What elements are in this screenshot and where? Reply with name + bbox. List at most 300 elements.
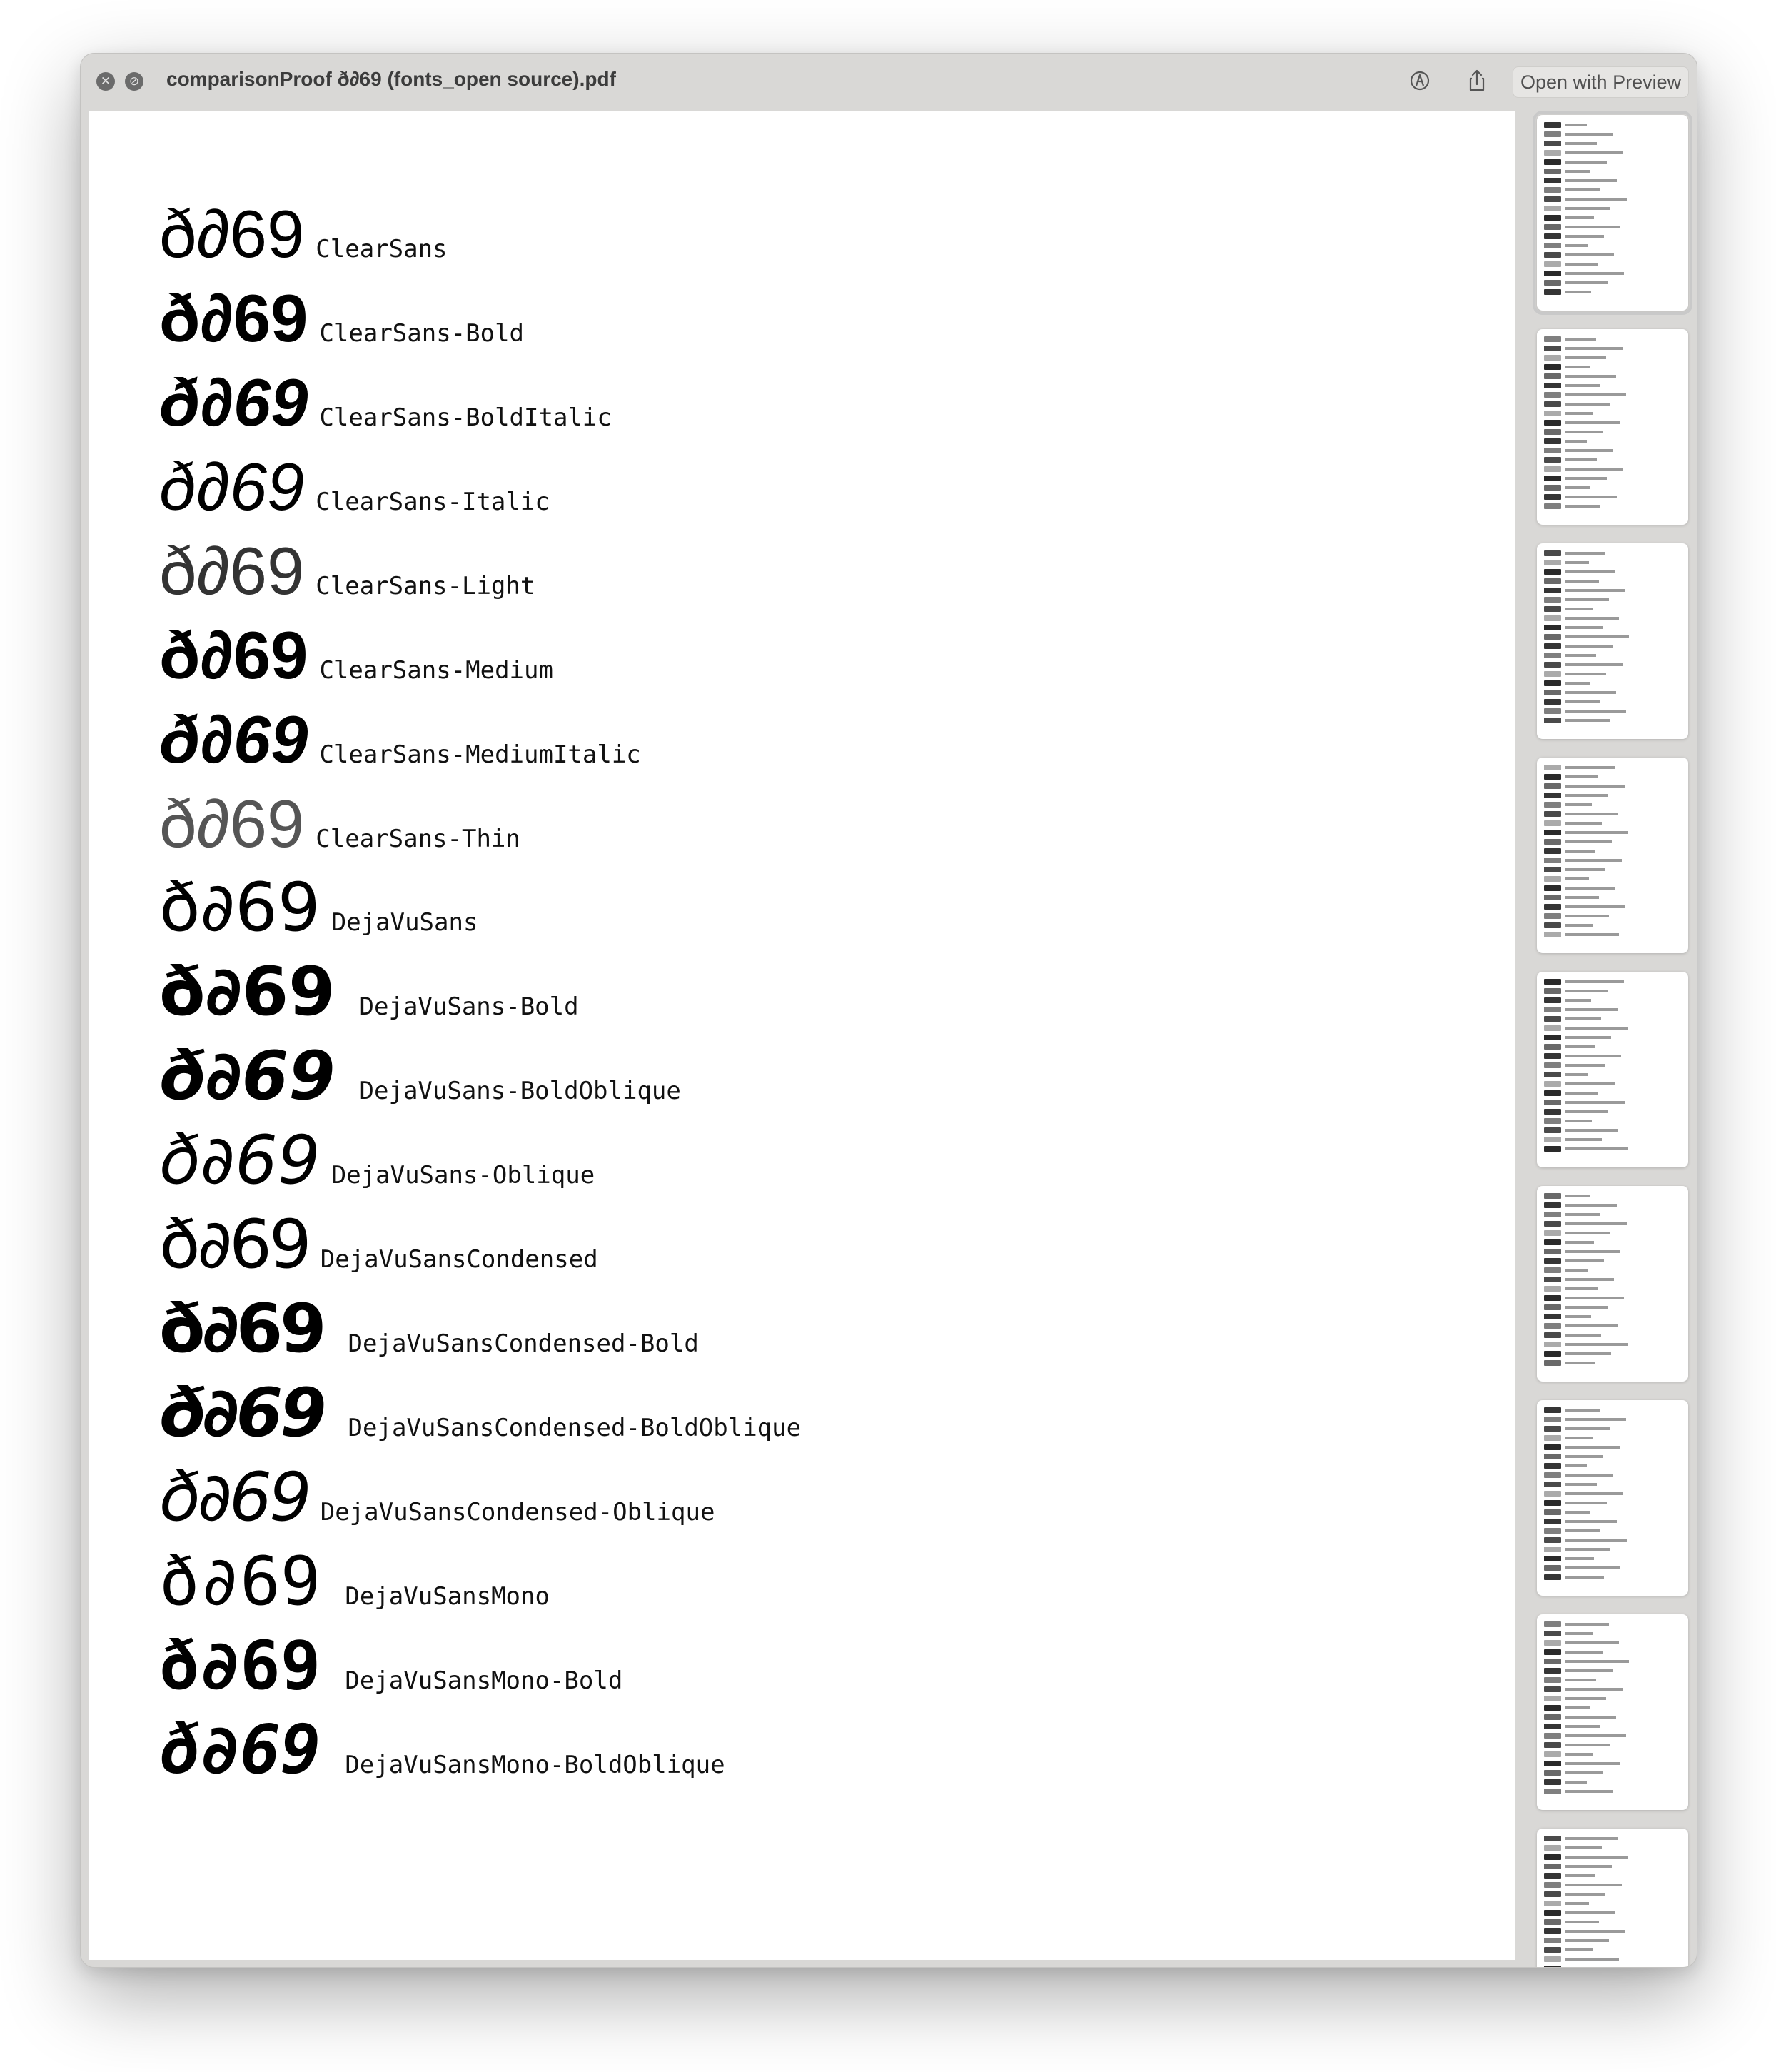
thumbnail-glyph-mark [1544, 1212, 1561, 1217]
thumbnail-glyph-mark [1544, 913, 1561, 919]
thumbnail-text-mark [1565, 347, 1623, 350]
thumbnail-text-mark [1565, 1865, 1612, 1868]
thumbnail-text-mark [1565, 580, 1599, 583]
thumbnail-glyph-mark [1544, 820, 1561, 826]
thumbnail-text-mark [1565, 161, 1607, 164]
thumbnail-text-mark [1565, 1455, 1603, 1458]
thumbnail-text-mark [1565, 403, 1610, 406]
thumbnail-glyph-mark [1544, 1677, 1561, 1683]
thumbnail-text-mark [1565, 803, 1592, 806]
thumbnail-text-mark [1565, 775, 1598, 778]
thumbnail-text-mark [1565, 291, 1591, 293]
thumbnail-text-mark [1565, 1967, 1603, 1968]
thumbnail-text-mark [1565, 1204, 1617, 1207]
thumbnail-glyph-mark [1544, 1035, 1561, 1040]
thumbnail-glyph-mark [1544, 1947, 1561, 1953]
thumbnail-glyph-mark [1544, 1444, 1561, 1450]
thumbnail-text-mark [1565, 226, 1620, 228]
thumbnail-glyph-mark [1544, 1956, 1561, 1962]
thumbnail-glyph-mark [1544, 224, 1561, 230]
thumbnail-text-mark [1565, 440, 1587, 443]
thumbnail-glyph-mark [1544, 1928, 1561, 1934]
thumbnail-text-mark [1565, 617, 1619, 620]
thumbnail-text-mark [1565, 1138, 1602, 1141]
thumbnail-glyph-mark [1544, 187, 1561, 193]
thumbnail-glyph-mark [1544, 1193, 1561, 1199]
thumbnail-text-mark [1565, 1679, 1596, 1681]
thumbnail-glyph-mark [1544, 1249, 1561, 1254]
thumbnail-glyph-mark [1544, 1649, 1561, 1655]
thumbnail-glyph-mark [1544, 1146, 1561, 1152]
font-sample-glyphs: ð∂69 [159, 869, 321, 947]
thumbnail-glyph-mark [1544, 1574, 1561, 1580]
font-sample-glyphs: ð∂69 [159, 533, 305, 608]
thumbnail-glyph-mark [1544, 1556, 1561, 1561]
thumbnail-glyph-mark [1544, 606, 1561, 612]
font-sample-row [159, 533, 535, 608]
thumbnail-text-mark [1565, 1437, 1593, 1439]
thumbnail-text-mark [1565, 1781, 1587, 1784]
thumbnail-glyph-mark [1544, 774, 1561, 780]
font-sample-glyphs: ð∂69 [159, 196, 305, 271]
thumbnail-glyph-mark [1544, 1659, 1561, 1664]
thumbnail-glyph-mark [1544, 1509, 1561, 1515]
thumbnail-glyph-mark [1544, 671, 1561, 677]
thumbnail-glyph-mark [1544, 178, 1561, 183]
pdf-page[interactable] [89, 111, 1515, 1960]
thumbnail-text-mark [1565, 1064, 1605, 1067]
thumbnail-text-mark [1565, 124, 1587, 126]
thumbnail-glyph-mark [1544, 503, 1561, 509]
thumbnail-text-mark [1565, 1744, 1610, 1746]
thumbnail-glyph-mark [1544, 783, 1561, 789]
thumbnail-text-mark [1565, 486, 1590, 489]
thumbnail-text-mark [1565, 915, 1609, 917]
thumbnail-glyph-mark [1544, 1258, 1561, 1264]
thumbnail-text-mark [1565, 281, 1608, 284]
thumbnail-text-mark [1565, 1250, 1620, 1253]
thumbnail-glyph-mark [1544, 1304, 1561, 1310]
thumbnail-text-mark [1565, 813, 1618, 815]
thumbnail-text-mark [1565, 1790, 1613, 1793]
thumbnail-text-mark [1565, 384, 1600, 387]
font-sample-glyphs: ð∂69 [159, 1122, 321, 1200]
open-with-preview-button[interactable]: Open with Preview [1513, 66, 1689, 98]
thumbnail-glyph-mark [1544, 1714, 1561, 1720]
thumbnail-glyph-mark [1544, 1323, 1561, 1329]
thumbnail-text-mark [1565, 1566, 1620, 1569]
window-title: comparisonProof ð∂69 (fonts_open source).pdf [166, 68, 616, 90]
thumbnail-text-mark [1565, 1548, 1610, 1551]
thumbnail-glyph-mark [1544, 1417, 1561, 1422]
thumbnail-text-mark [1565, 840, 1612, 843]
thumbnail-text-mark [1565, 850, 1595, 853]
font-sample-row [159, 365, 612, 440]
thumbnail-glyph-mark [1544, 131, 1561, 137]
font-sample-glyphs: ð∂69 [159, 1374, 324, 1452]
thumbnail-text-mark [1565, 1120, 1592, 1122]
thumbnail-text-mark [1565, 338, 1596, 341]
thumbnail-text-mark [1565, 1771, 1603, 1774]
minimize-icon[interactable]: ⊘ [125, 72, 143, 91]
font-sample-glyphs: ð∂69 [159, 449, 305, 524]
thumbnail-glyph-mark [1544, 1621, 1561, 1627]
font-sample-glyphs: ð∂69 [159, 618, 308, 693]
thumbnail-text-mark [1565, 868, 1605, 871]
thumbnail-text-mark [1565, 1734, 1626, 1737]
thumbnail-glyph-mark [1544, 997, 1561, 1003]
thumbnail-glyph-mark [1544, 1081, 1561, 1087]
font-name-label: ClearSans-BoldItalic [319, 403, 612, 432]
thumbnail-glyph-mark [1544, 233, 1561, 239]
thumbnail-text-mark [1565, 710, 1626, 713]
font-sample-row [159, 1374, 802, 1452]
font-sample-glyphs: ð∂69 [159, 953, 335, 1031]
font-sample-glyphs: ð∂69 [159, 1206, 309, 1284]
thumbnail-glyph-mark [1544, 979, 1561, 985]
thumbnail-glyph-mark [1544, 1966, 1561, 1968]
page-thumbnail[interactable] [1537, 1400, 1688, 1596]
thumbnail-text-mark [1565, 1483, 1597, 1486]
thumbnail-text-mark [1565, 905, 1625, 908]
thumbnail-text-mark [1565, 663, 1623, 666]
font-sample-glyphs: ð∂69 [159, 1037, 335, 1115]
thumbnail-glyph-mark [1544, 411, 1561, 416]
thumbnail-text-mark [1565, 589, 1625, 592]
thumbnail-glyph-mark [1544, 1751, 1561, 1757]
thumbnail-text-mark [1565, 1958, 1619, 1961]
thumbnail-glyph-mark [1544, 560, 1561, 565]
thumbnail-text-mark [1565, 1418, 1626, 1421]
thumbnail-text-mark [1565, 1213, 1600, 1216]
thumbnail-text-mark [1565, 1511, 1590, 1514]
title-bar [81, 54, 1697, 109]
thumbnail-text-mark [1565, 1045, 1595, 1048]
thumbnail-glyph-mark [1544, 1836, 1561, 1841]
font-sample-glyphs: ð∂69 [159, 702, 308, 777]
thumbnail-text-mark [1565, 1632, 1593, 1635]
thumbnail-glyph-mark [1544, 1202, 1561, 1208]
thumbnail-glyph-mark [1544, 793, 1561, 798]
thumbnail-glyph-mark [1544, 1631, 1561, 1636]
thumbnail-sidebar[interactable] [1520, 111, 1697, 1967]
thumbnail-glyph-mark [1544, 1016, 1561, 1022]
thumbnail-text-mark [1565, 822, 1602, 825]
thumbnail-text-mark [1565, 170, 1590, 173]
font-name-label: DejaVuSansMono-BoldOblique [345, 1751, 725, 1779]
thumbnail-text-mark [1565, 700, 1600, 703]
thumbnail-glyph-mark [1544, 1537, 1561, 1543]
font-sample-row [159, 449, 550, 524]
font-name-label: ClearSans-Thin [316, 825, 520, 853]
thumbnail-glyph-mark [1544, 1118, 1561, 1124]
page-thumbnail[interactable] [1537, 1614, 1688, 1810]
thumbnail-glyph-mark [1544, 932, 1561, 937]
thumbnail-glyph-mark [1544, 150, 1561, 156]
thumbnail-text-mark [1565, 272, 1624, 275]
font-sample-glyphs: ð∂69 [159, 365, 308, 440]
thumbnail-glyph-mark [1544, 1686, 1561, 1692]
thumbnail-text-mark [1565, 1651, 1603, 1654]
thumbnail-text-mark [1565, 1334, 1601, 1337]
thumbnail-text-mark [1565, 1762, 1620, 1765]
thumbnail-text-mark [1565, 458, 1597, 461]
font-name-label: DejaVuSansCondensed-BoldOblique [348, 1414, 802, 1442]
thumbnail-glyph-mark [1544, 1463, 1561, 1469]
thumbnail-glyph-mark [1544, 1109, 1561, 1115]
thumbnail-glyph-mark [1544, 765, 1561, 770]
thumbnail-glyph-mark [1544, 280, 1561, 286]
thumbnail-text-mark [1565, 561, 1589, 564]
thumbnail-text-mark [1565, 719, 1610, 722]
thumbnail-text-mark [1565, 1921, 1599, 1923]
thumbnail-glyph-mark [1544, 1007, 1561, 1012]
page-thumbnail[interactable] [1537, 543, 1688, 739]
thumbnail-glyph-mark [1544, 1845, 1561, 1851]
thumbnail-text-mark [1565, 980, 1624, 983]
thumbnail-glyph-mark [1544, 615, 1561, 621]
thumbnail-text-mark [1565, 1129, 1618, 1132]
thumbnail-text-mark [1565, 1893, 1605, 1896]
thumbnail-glyph-mark [1544, 1332, 1561, 1338]
thumbnail-glyph-mark [1544, 578, 1561, 584]
thumbnail-glyph-mark [1544, 1062, 1561, 1068]
font-name-label: DejaVuSans-BoldOblique [359, 1077, 681, 1105]
thumbnail-text-mark [1565, 552, 1605, 555]
thumbnail-text-mark [1565, 1837, 1618, 1840]
thumbnail-glyph-mark [1544, 718, 1561, 723]
thumbnail-text-mark [1565, 142, 1597, 145]
thumbnail-glyph-mark [1544, 485, 1561, 491]
thumbnail-glyph-mark [1544, 1239, 1561, 1245]
thumbnail-glyph-mark [1544, 708, 1561, 714]
font-sample-row [159, 869, 478, 947]
thumbnail-text-mark [1565, 1147, 1628, 1150]
font-sample-glyphs: ð∂69 [159, 1543, 321, 1621]
thumbnail-text-mark [1565, 1520, 1617, 1523]
thumbnail-glyph-mark [1544, 1221, 1561, 1227]
thumbnail-glyph-mark [1544, 1761, 1561, 1766]
thumbnail-text-mark [1565, 1623, 1609, 1626]
thumbnail-text-mark [1565, 1874, 1595, 1877]
thumbnail-glyph-mark [1544, 904, 1561, 910]
thumbnail-glyph-mark [1544, 122, 1561, 128]
thumbnail-text-mark [1565, 1846, 1602, 1849]
thumbnail-text-mark [1565, 366, 1590, 368]
thumbnail-text-mark [1565, 1492, 1623, 1495]
font-name-label: ClearSans [316, 235, 448, 263]
thumbnail-glyph-mark [1544, 261, 1561, 267]
thumbnail-glyph-mark [1544, 336, 1561, 342]
thumbnail-text-mark [1565, 1315, 1591, 1318]
thumbnail-text-mark [1565, 1753, 1593, 1756]
thumbnail-glyph-mark [1544, 401, 1561, 407]
page-thumbnail[interactable] [1537, 1186, 1688, 1382]
font-sample-row [159, 1206, 598, 1284]
thumbnail-text-mark [1565, 412, 1593, 415]
thumbnail-text-mark [1565, 1529, 1600, 1532]
font-name-label: DejaVuSansCondensed [320, 1245, 598, 1274]
thumbnail-glyph-mark [1544, 1491, 1561, 1497]
thumbnail-glyph-mark [1544, 597, 1561, 603]
thumbnail-text-mark [1565, 1446, 1620, 1449]
thumbnail-glyph-mark [1544, 466, 1561, 472]
thumbnail-glyph-mark [1544, 1519, 1561, 1524]
thumbnail-glyph-mark [1544, 373, 1561, 379]
page-thumbnail[interactable] [1537, 758, 1688, 953]
thumbnail-text-mark [1565, 1017, 1601, 1020]
thumbnail-text-mark [1565, 887, 1615, 890]
thumbnail-text-mark [1565, 1911, 1615, 1914]
font-name-label: ClearSans-Italic [316, 488, 550, 516]
thumbnail-text-mark [1565, 598, 1609, 601]
thumbnail-text-mark [1565, 1539, 1627, 1542]
thumbnail-glyph-mark [1544, 1137, 1561, 1142]
font-sample-glyphs: ð∂69 [159, 1459, 309, 1537]
thumbnail-text-mark [1565, 933, 1619, 936]
thumbnail-text-mark [1565, 1287, 1598, 1290]
thumbnail-text-mark [1565, 449, 1613, 452]
thumbnail-glyph-mark [1544, 1770, 1561, 1776]
thumbnail-glyph-mark [1544, 643, 1561, 649]
thumbnail-text-mark [1565, 1502, 1607, 1504]
close-icon[interactable]: ✕ [96, 72, 115, 91]
thumbnail-text-mark [1565, 1036, 1611, 1039]
thumbnail-text-mark [1565, 990, 1608, 992]
thumbnail-glyph-mark [1544, 494, 1561, 500]
thumbnail-text-mark [1565, 1343, 1628, 1346]
thumbnail-glyph-mark [1544, 1873, 1561, 1879]
thumbnail-glyph-mark [1544, 289, 1561, 295]
thumbnail-glyph-mark [1544, 1286, 1561, 1292]
thumbnail-text-mark [1565, 626, 1603, 629]
thumbnail-glyph-mark [1544, 1724, 1561, 1729]
thumbnail-glyph-mark [1544, 1472, 1561, 1478]
thumbnail-glyph-mark [1544, 848, 1561, 854]
thumbnail-text-mark [1565, 1660, 1629, 1663]
thumbnail-text-mark [1565, 1362, 1595, 1364]
thumbnail-text-mark [1565, 1269, 1588, 1272]
page-thumbnail[interactable] [1537, 115, 1688, 311]
thumbnail-glyph-mark [1544, 141, 1561, 146]
thumbnail-glyph-mark [1544, 346, 1561, 351]
thumbnail-glyph-mark [1544, 1435, 1561, 1441]
thumbnail-text-mark [1565, 682, 1590, 685]
thumbnail-glyph-mark [1544, 1938, 1561, 1943]
thumbnail-glyph-mark [1544, 1426, 1561, 1432]
thumbnail-glyph-mark [1544, 355, 1561, 361]
thumbnail-glyph-mark [1544, 169, 1561, 174]
thumbnail-text-mark [1565, 477, 1607, 480]
thumbnail-glyph-mark [1544, 1547, 1561, 1552]
font-name-label: DejaVuSansCondensed-Bold [348, 1329, 699, 1358]
thumbnail-text-mark [1565, 645, 1613, 648]
thumbnail-text-mark [1565, 1409, 1600, 1412]
thumbnail-glyph-mark [1544, 867, 1561, 872]
thumbnail-text-mark [1565, 691, 1616, 694]
thumbnail-text-mark [1565, 133, 1613, 136]
thumbnail-text-mark [1565, 1725, 1600, 1728]
thumbnail-text-mark [1565, 1884, 1622, 1886]
thumbnail-text-mark [1565, 1324, 1618, 1327]
thumbnail-glyph-mark [1544, 699, 1561, 705]
page-thumbnail[interactable] [1537, 329, 1688, 525]
thumbnail-text-mark [1565, 1697, 1606, 1700]
thumbnail-glyph-mark [1544, 1360, 1561, 1366]
font-name-label: DejaVuSansMono [345, 1582, 550, 1611]
font-sample-row [159, 1122, 595, 1200]
thumbnail-glyph-mark [1544, 830, 1561, 835]
font-sample-row [159, 953, 579, 1031]
thumbnail-glyph-mark [1544, 885, 1561, 891]
thumbnail-text-mark [1565, 1092, 1598, 1095]
thumbnail-text-mark [1565, 1902, 1589, 1905]
font-sample-row [159, 618, 553, 693]
page-thumbnail[interactable] [1537, 972, 1688, 1167]
thumbnail-glyph-mark [1544, 569, 1561, 575]
thumbnail-text-mark [1565, 570, 1615, 573]
thumbnail-glyph-mark [1544, 988, 1561, 994]
thumbnail-glyph-mark [1544, 802, 1561, 808]
thumbnail-glyph-mark [1544, 1779, 1561, 1785]
font-sample-row [159, 1459, 715, 1537]
font-sample-row [159, 1711, 725, 1789]
font-name-label: DejaVuSansMono-Bold [345, 1666, 623, 1695]
thumbnail-text-mark [1565, 1297, 1624, 1299]
font-sample-row [159, 1037, 681, 1115]
thumbnail-glyph-mark [1544, 1314, 1561, 1319]
thumbnail-glyph-mark [1544, 1705, 1561, 1711]
thumbnail-glyph-mark [1544, 271, 1561, 276]
thumbnail-glyph-mark [1544, 1351, 1561, 1357]
thumbnail-text-mark [1565, 896, 1599, 899]
font-name-label: ClearSans-Light [316, 572, 535, 600]
share-icon[interactable] [1463, 66, 1491, 95]
thumbnail-glyph-mark [1544, 1901, 1561, 1906]
markup-pen-icon[interactable] [1406, 66, 1434, 95]
thumbnail-text-mark [1565, 179, 1617, 182]
thumbnail-glyph-mark [1544, 457, 1561, 463]
thumbnail-text-mark [1565, 1278, 1614, 1281]
thumbnail-text-mark [1565, 468, 1623, 471]
font-sample-row [159, 786, 520, 861]
thumbnail-text-mark [1565, 207, 1610, 210]
thumbnail-text-mark [1565, 505, 1600, 508]
thumbnail-text-mark [1565, 999, 1591, 1002]
font-sample-row [159, 1627, 623, 1705]
thumbnail-glyph-mark [1544, 922, 1561, 928]
thumbnail-glyph-mark [1544, 420, 1561, 426]
thumbnail-text-mark [1565, 859, 1622, 862]
thumbnail-text-mark [1565, 431, 1603, 433]
thumbnail-glyph-mark [1544, 438, 1561, 444]
thumbnail-glyph-mark [1544, 653, 1561, 658]
font-sample-glyphs: ð∂69 [159, 786, 305, 861]
thumbnail-glyph-mark [1544, 1882, 1561, 1888]
thumbnail-text-mark [1565, 188, 1600, 191]
font-sample-glyphs: ð∂69 [159, 1627, 321, 1705]
font-name-label: ClearSans-Bold [319, 319, 525, 348]
thumbnail-glyph-mark [1544, 1789, 1561, 1794]
thumbnail-text-mark [1565, 1241, 1594, 1244]
thumbnail-glyph-mark [1544, 1565, 1561, 1571]
thumbnail-text-mark [1565, 1055, 1621, 1057]
font-name-label: ClearSans-MediumItalic [319, 740, 641, 769]
page-thumbnail[interactable] [1537, 1829, 1688, 1968]
thumbnail-glyph-mark [1544, 625, 1561, 630]
thumbnail-text-mark [1565, 198, 1627, 201]
thumbnail-text-mark [1565, 1939, 1609, 1942]
